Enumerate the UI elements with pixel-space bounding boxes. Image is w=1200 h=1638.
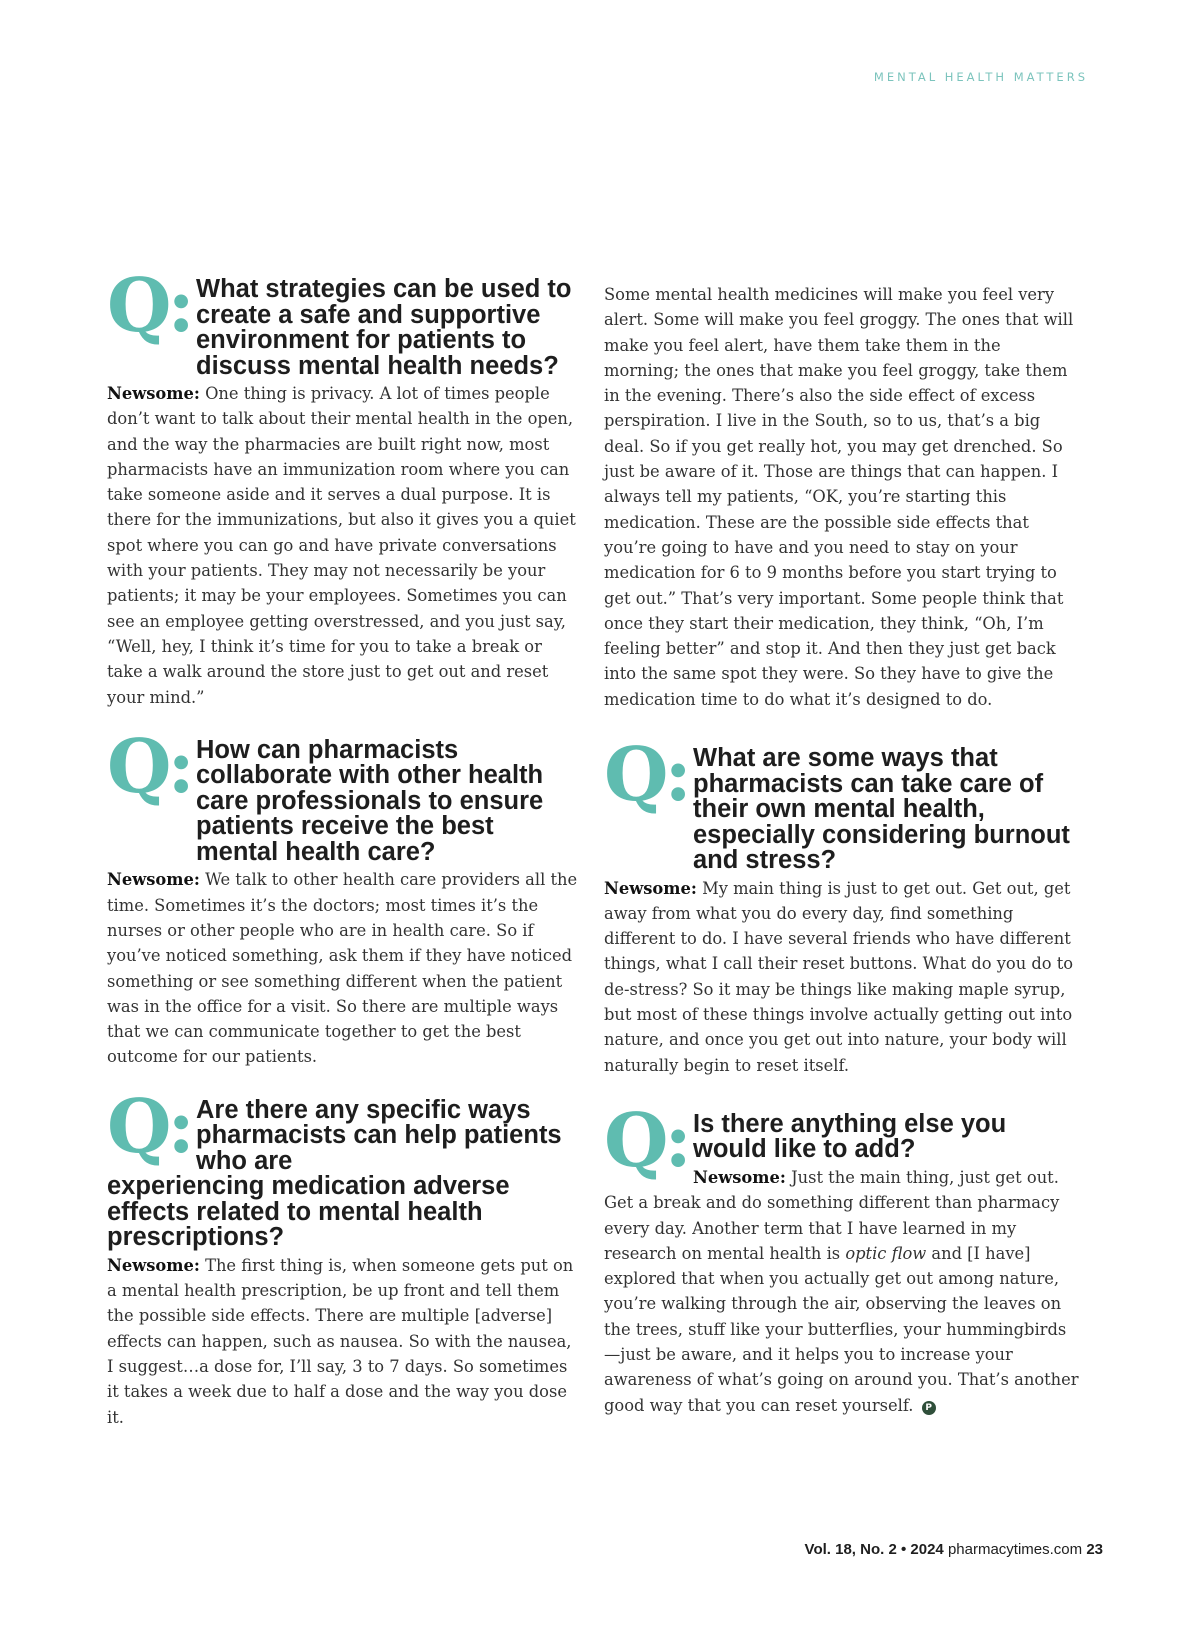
page-number: 23 xyxy=(1086,1541,1103,1558)
qa-block-1 xyxy=(107,263,582,710)
answer-text-2: and [I have] explored that when you actually get out among nature, you’re walking through the air, observing the leaves on the trees, stuff like your butterflies, your hummingbirds—just be aware, and it helps you to increase your awareness of what’s going on around you. That’s another good way that you can reset yourself. xyxy=(604,1243,1079,1415)
question-1: What strategies can be used to create a safe and supportive environment for patients to discuss mental health needs? xyxy=(196,275,572,380)
answer-lead: Just the main thing, just get out. xyxy=(791,1167,1059,1187)
qa-block-3 xyxy=(107,1083,582,1430)
question-5: Is there anything else you would like to add? xyxy=(693,1109,1007,1164)
answer-text: The first thing is, when someone gets put on a mental health prescription, be up front and tell them the possible side effects. There are multiple [adverse] effects can happen, such as nausea. So with the nausea, I suggest…a dose for, I’ll say, 3 to 7 days. So sometimes it takes a week due to half a dose and the way you dose it. xyxy=(107,1255,574,1427)
q-mark: Q: xyxy=(604,1097,688,1184)
answer-1 xyxy=(107,381,582,710)
speaker-label: Newsome: xyxy=(693,1167,786,1187)
qa-block-2 xyxy=(107,723,582,1070)
answer-2 xyxy=(107,867,582,1069)
end-mark-icon: P xyxy=(922,1401,936,1415)
answer-italic-term: optic flow xyxy=(845,1243,927,1263)
answer-5 xyxy=(604,1165,1079,1418)
question-4: What are some ways that pharmacists can take care of their own mental health, especially considering burnout and stress? xyxy=(693,744,1070,875)
question-3-tail: experiencing medication adverse effects related to mental health prescriptions? xyxy=(107,1172,510,1252)
q-mark: Q: xyxy=(107,723,191,810)
speaker-label: Newsome: xyxy=(107,384,200,403)
q-mark: Q: xyxy=(107,263,191,349)
q-mark: Q: xyxy=(604,732,688,819)
answer-text-1: Get a break and do something different than pharmacy every day. Another term that I have learned in my research on mental health is xyxy=(604,1193,1060,1263)
running-head: MENTAL HEALTH MATTERS xyxy=(873,70,1088,84)
speaker-label: Newsome: xyxy=(604,878,697,898)
question-3-head: Are there any specific ways pharmacists can help patients who are xyxy=(196,1095,562,1175)
left-column xyxy=(107,263,582,1430)
speaker-label: Newsome: xyxy=(107,870,200,890)
qa-block-5 xyxy=(604,1097,1079,1418)
website: pharmacytimes.com xyxy=(947,1541,1083,1558)
question-header xyxy=(107,263,582,380)
answer-4 xyxy=(604,876,1079,1078)
right-column xyxy=(604,282,1079,1418)
answer-text: One thing is privacy. A lot of times people don’t want to talk about their mental health in the open, and the way the pharmacies are built right now, most pharmacists have an immunization room where you can take someone aside and it serves a dual purpose. It is there for the immunizations, but also it gives you a quiet spot where you can go and have private conversations with your patients. They may not necessarily be your patients; it may be your employees. Sometimes you can see an employee getting overstressed, and you just say, “Well, hey, I think it’s time for you to take a break or take a walk around the store just to get out and reset your mind.” xyxy=(107,384,576,707)
qa-block-4 xyxy=(604,732,1079,1078)
answer-3 xyxy=(107,1253,582,1430)
question-header xyxy=(604,732,1079,875)
speaker-label: Newsome: xyxy=(107,1255,200,1275)
answer-text: My main thing is just to get out. Get out, get away from what you do every day, find something different to do. I have several friends who have different things, what I call their reset buttons. What do you do to de-stress? So it may be things like making maple syrup, but most of these things involve actually getting out into nature, and once you get out into nature, your body will naturally begin to reset itself. xyxy=(604,878,1074,1075)
question-header xyxy=(107,1083,582,1252)
answer-3-continuation: Some mental health medicines will make you feel very alert. Some will make you feel groggy. The ones that will make you feel alert, have them take them in the morning; the ones that make you feel groggy, take them in the evening. There’s also the side effect of excess perspiration. I live in the South, so to us, that’s a big deal. So if you get really hot, you may get drenched. So just be aware of it. Those are things that can happen. I always tell my patients, “OK, you’re starting this medication. These are the possible side effects that you’re going to have and you need to stay on your medication for 6 to 9 months before you start trying to get out.” That’s very important. Some people think that once they start their medication, they think, “Oh, I’m feeling better” and stop it. And then they just get back into the same spot they were. So they have to give the medication time to do what it’s designed to do. xyxy=(604,285,1074,709)
page-footer xyxy=(805,1541,1103,1558)
issue-info: Vol. 18, No. 2 • 2024 xyxy=(804,1541,944,1558)
answer-text: We talk to other health care providers all the time. Sometimes it’s the doctors; most times it’s the nurses or other people who are in health care. So if you’ve noticed something, ask them if they have noticed something or see something different when the patient was in the office for a visit. So there are multiple ways that we can communicate together to get the best outcome for our patients. xyxy=(107,870,578,1067)
question-header xyxy=(107,723,582,866)
q-mark: Q: xyxy=(107,1083,191,1170)
question-2: How can pharmacists collaborate with other health care professionals to ensure patients receive the best mental health care? xyxy=(196,735,544,866)
